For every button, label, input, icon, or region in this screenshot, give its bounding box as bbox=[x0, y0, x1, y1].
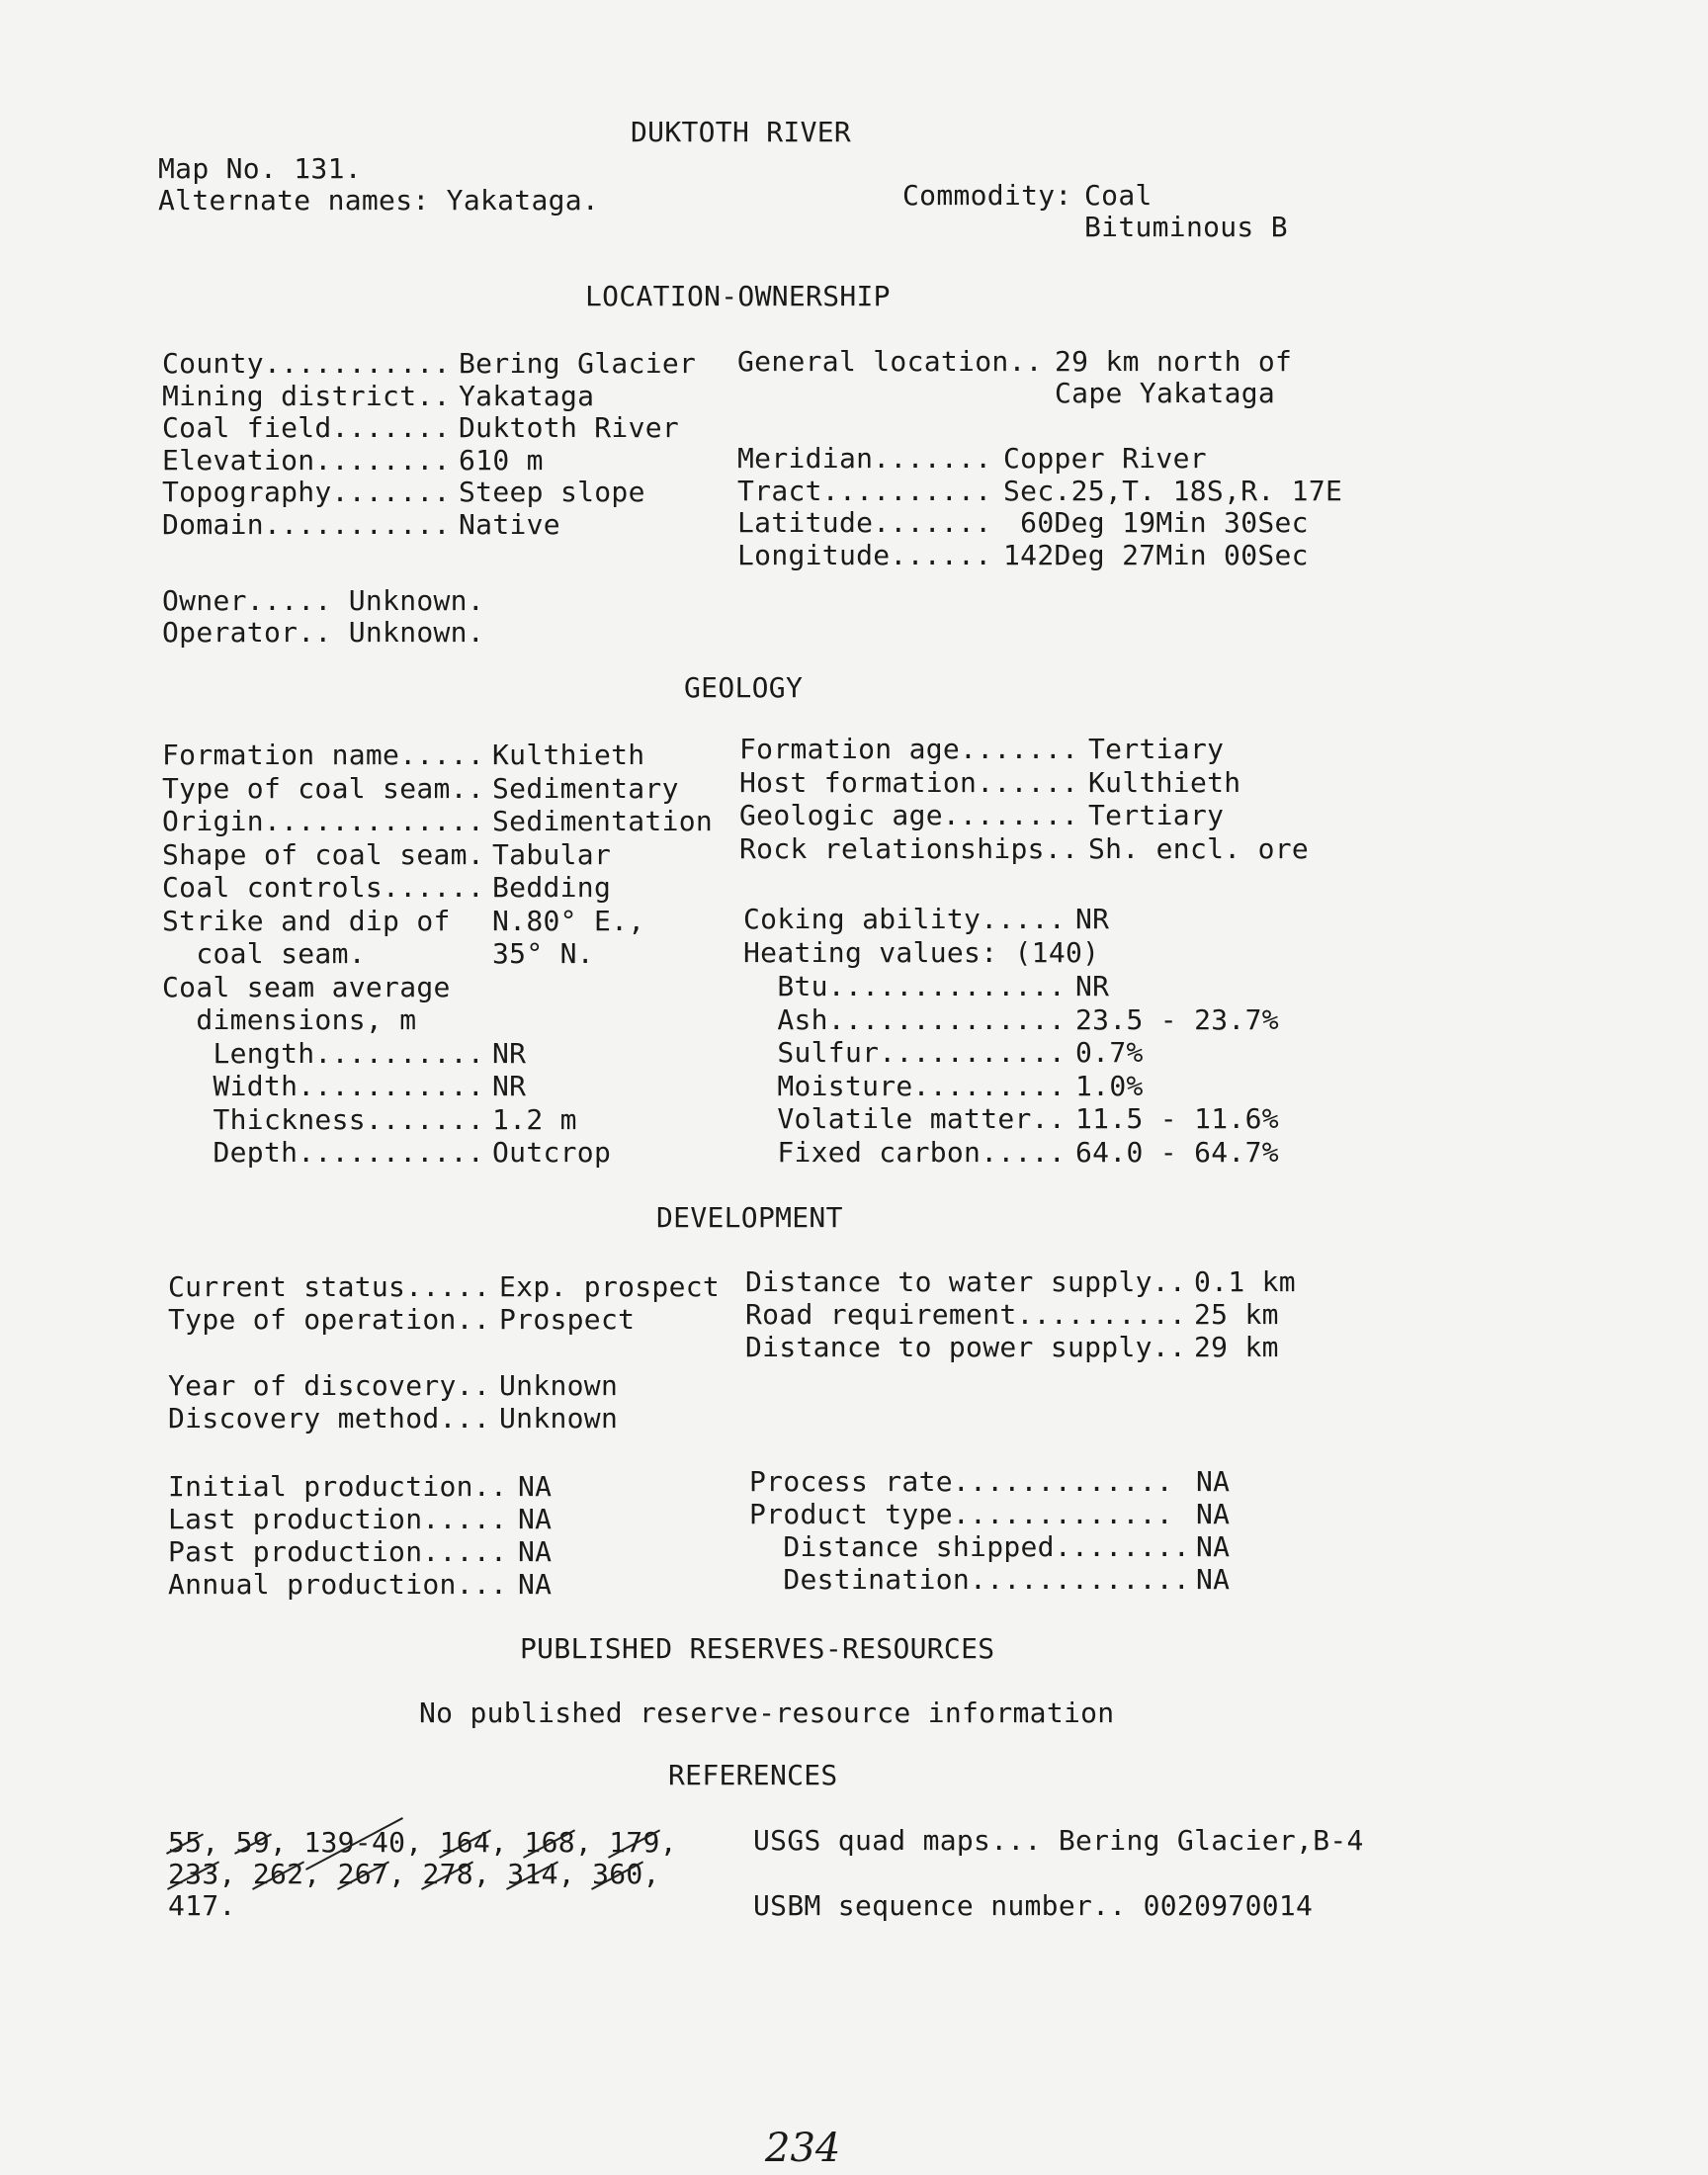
geology-field-value: Sedimentary bbox=[492, 771, 679, 805]
coking-ability-label: Coking ability..... bbox=[743, 903, 1066, 935]
heating-value-value: 23.5 - 23.7% bbox=[1075, 1002, 1279, 1036]
location-field-value: 142Deg 27Min 00Sec bbox=[1003, 538, 1309, 571]
reference-separator: , bbox=[557, 1858, 593, 1890]
geology-field-value: NR bbox=[492, 1036, 527, 1070]
geology-field-label: Coal seam average bbox=[162, 970, 451, 1003]
process-field-value: NA bbox=[1196, 1465, 1231, 1498]
discovery-field-label: Year of discovery.. bbox=[168, 1369, 490, 1402]
location-field-label: Mining district.. bbox=[162, 379, 451, 412]
section-heading-reserves: PUBLISHED RESERVES-RESOURCES bbox=[520, 1632, 995, 1665]
location-field-value: Copper River bbox=[1003, 442, 1207, 475]
struck-reference-number: 360 bbox=[592, 1858, 643, 1890]
struck-reference-number: 164 bbox=[439, 1826, 491, 1859]
coking-ability-value: NR bbox=[1075, 903, 1110, 935]
geology-field-value: N.80° E., bbox=[492, 904, 645, 937]
process-field-label: Distance shipped........ bbox=[749, 1530, 1191, 1563]
section-heading-development: DEVELOPMENT bbox=[656, 1201, 843, 1234]
general-location-value-2: Cape Yakataga bbox=[1055, 377, 1276, 409]
usgs-quad-maps: USGS quad maps... Bering Glacier,B-4 bbox=[753, 1824, 1364, 1857]
supply-field-label: Road requirement.......... bbox=[745, 1298, 1187, 1331]
alternate-names: Alternate names: Yakataga. bbox=[158, 184, 600, 217]
location-field-value: Sec.25,T. 18S,R. 17E bbox=[1003, 474, 1343, 507]
geology-field-label: Width........... bbox=[162, 1070, 484, 1102]
location-field-label: Latitude....... bbox=[737, 506, 992, 539]
commodity-label: Commodity: bbox=[902, 179, 1072, 212]
production-field-label: Past production..... bbox=[168, 1535, 508, 1568]
section-heading-location: LOCATION-OWNERSHIP bbox=[585, 280, 891, 312]
location-field-value: Bering Glacier bbox=[459, 347, 697, 380]
geology-field-value: Tertiary bbox=[1088, 799, 1225, 831]
heating-value-value: 11.5 - 11.6% bbox=[1075, 1102, 1279, 1135]
geology-field-label: coal seam. bbox=[162, 937, 484, 970]
struck-reference-number: 233 bbox=[168, 1858, 219, 1890]
geology-field-value: Sh. encl. ore bbox=[1088, 831, 1310, 865]
geology-field-label: Shape of coal seam. bbox=[162, 837, 484, 871]
struck-reference-number: 139-40 bbox=[303, 1826, 406, 1859]
status-field-label: Current status..... bbox=[168, 1270, 490, 1303]
heating-value-value: NR bbox=[1075, 970, 1110, 1002]
heating-value-value: 1.0% bbox=[1075, 1069, 1144, 1102]
page-title: DUKTOTH RIVER bbox=[631, 116, 852, 148]
production-field-label: Initial production.. bbox=[168, 1470, 508, 1503]
discovery-field-label: Discovery method... bbox=[168, 1402, 490, 1435]
struck-reference-number: 55 bbox=[168, 1826, 203, 1859]
reference-separator: , bbox=[303, 1858, 338, 1890]
geology-field-label: Rock relationships.. bbox=[739, 831, 1079, 865]
reference-separator: , bbox=[472, 1858, 508, 1890]
reference-separator: , bbox=[659, 1826, 677, 1859]
heating-value-label: Fixed carbon..... bbox=[743, 1135, 1066, 1169]
geology-field-label: Origin............. bbox=[162, 805, 484, 837]
struck-reference-number: 168 bbox=[524, 1826, 575, 1859]
struck-reference-number: 314 bbox=[507, 1858, 558, 1890]
supply-field-value: 25 km bbox=[1194, 1298, 1279, 1331]
geology-field-value: Outcrop bbox=[492, 1136, 612, 1169]
location-field-label: Domain........... bbox=[162, 507, 451, 541]
struck-reference-number: 278 bbox=[422, 1858, 473, 1890]
heating-value-label: Moisture......... bbox=[743, 1069, 1066, 1102]
location-field-value: Native bbox=[459, 507, 560, 541]
owner: Owner..... Unknown. bbox=[162, 584, 484, 617]
reference-list-line-2 bbox=[168, 1859, 660, 1890]
reference-separator: , bbox=[388, 1858, 423, 1890]
location-field-value: 610 m bbox=[459, 443, 544, 477]
discovery-field-value: Unknown bbox=[499, 1402, 619, 1435]
geology-field-label: Geologic age........ bbox=[739, 799, 1079, 831]
production-field-label: Annual production... bbox=[168, 1568, 508, 1601]
reference-separator: , bbox=[269, 1826, 304, 1859]
section-heading-geology: GEOLOGY bbox=[684, 671, 804, 704]
location-field-label: Meridian....... bbox=[737, 442, 992, 475]
struck-reference-number: 262 bbox=[252, 1858, 304, 1890]
location-field-value: 60Deg 19Min 30Sec bbox=[1003, 506, 1309, 539]
process-field-label: Destination............. bbox=[749, 1563, 1191, 1596]
geology-field-label: Formation age....... bbox=[739, 733, 1079, 765]
geology-field-value: NR bbox=[492, 1070, 527, 1102]
struck-reference-number: 59 bbox=[235, 1826, 270, 1859]
supply-field-value: 0.1 km bbox=[1194, 1265, 1296, 1298]
general-location-label: General location.. bbox=[737, 345, 1043, 378]
geology-field-label: Coal controls...... bbox=[162, 871, 484, 904]
process-field-value: NA bbox=[1196, 1498, 1231, 1530]
geology-field-label: Length.......... bbox=[162, 1036, 484, 1070]
status-field-value: Exp. prospect bbox=[499, 1270, 721, 1303]
geology-field-value: Tertiary bbox=[1088, 733, 1225, 765]
geology-field-label: Thickness....... bbox=[162, 1102, 484, 1136]
supply-field-label: Distance to water supply.. bbox=[745, 1265, 1187, 1298]
production-field-value: NA bbox=[518, 1535, 553, 1568]
heating-value-label: Volatile matter.. bbox=[743, 1102, 1066, 1135]
reference-separator: , bbox=[405, 1826, 440, 1859]
status-field-value: Prospect bbox=[499, 1303, 636, 1336]
location-field-label: County........... bbox=[162, 347, 451, 380]
operator: Operator.. Unknown. bbox=[162, 616, 484, 649]
reference-separator: , bbox=[642, 1858, 660, 1890]
commodity-value-2: Bituminous B bbox=[1084, 211, 1288, 243]
geology-field-value: Sedimentation bbox=[492, 805, 714, 837]
struck-reference-number: 267 bbox=[337, 1858, 389, 1890]
heating-value-label: Btu.............. bbox=[743, 970, 1066, 1002]
reference-separator: , bbox=[218, 1858, 253, 1890]
general-location-value: 29 km north of bbox=[1055, 345, 1293, 378]
supply-field-label: Distance to power supply.. bbox=[745, 1331, 1187, 1363]
discovery-field-value: Unknown bbox=[499, 1369, 619, 1402]
location-field-label: Topography....... bbox=[162, 476, 451, 508]
heating-values-label: Heating values: (140) bbox=[743, 936, 1100, 969]
location-field-label: Elevation........ bbox=[162, 443, 451, 477]
location-field-label: Tract.......... bbox=[737, 474, 992, 507]
geology-field-value: 1.2 m bbox=[492, 1102, 577, 1136]
geology-field-value: Kulthieth bbox=[492, 739, 645, 771]
geology-field-value: Bedding bbox=[492, 871, 612, 904]
production-field-label: Last production..... bbox=[168, 1503, 508, 1535]
process-field-label: Product type............. bbox=[749, 1498, 1173, 1530]
heating-value-value: 64.0 - 64.7% bbox=[1075, 1135, 1279, 1169]
map-number: Map No. 131. bbox=[158, 152, 362, 185]
location-field-value: Steep slope bbox=[459, 476, 645, 508]
section-heading-references: REFERENCES bbox=[668, 1759, 838, 1791]
status-field-label: Type of operation.. bbox=[168, 1303, 490, 1336]
process-field-value: NA bbox=[1196, 1530, 1231, 1563]
geology-field-label: Formation name..... bbox=[162, 739, 484, 771]
reference-separator: , bbox=[490, 1826, 525, 1859]
production-field-value: NA bbox=[518, 1470, 553, 1503]
reference-separator: , bbox=[574, 1826, 610, 1859]
geology-field-label: Strike and dip of bbox=[162, 904, 484, 937]
usbm-sequence-number: USBM sequence number.. 0020970014 bbox=[753, 1889, 1314, 1922]
reserves-text: No published reserve-resource information bbox=[419, 1696, 1115, 1729]
commodity-value-1: Coal bbox=[1084, 179, 1153, 212]
geology-field-label: dimensions, m bbox=[162, 1003, 417, 1036]
reference-separator: , bbox=[202, 1826, 236, 1859]
geology-field-value: Kulthieth bbox=[1088, 765, 1241, 799]
geology-field-label: Depth........... bbox=[162, 1136, 484, 1169]
geology-field-label: Type of coal seam.. bbox=[162, 771, 484, 805]
heating-value-value: 0.7% bbox=[1075, 1036, 1144, 1069]
location-field-label: Coal field....... bbox=[162, 411, 451, 444]
production-field-value: NA bbox=[518, 1568, 553, 1601]
heating-value-label: Sulfur........... bbox=[743, 1036, 1066, 1069]
geology-field-value: 35° N. bbox=[492, 937, 594, 970]
reference-list-line-3: 417. bbox=[168, 1889, 236, 1922]
struck-reference-number: 179 bbox=[609, 1826, 660, 1859]
page-number: 234 bbox=[765, 2126, 841, 2171]
process-field-value: NA bbox=[1196, 1563, 1231, 1596]
location-field-value: Yakataga bbox=[459, 379, 595, 412]
location-field-label: Longitude...... bbox=[737, 538, 992, 571]
location-field-value: Duktoth River bbox=[459, 411, 680, 444]
process-field-label: Process rate............. bbox=[749, 1465, 1173, 1498]
reference-list-line-1 bbox=[168, 1827, 677, 1859]
production-field-value: NA bbox=[518, 1503, 553, 1535]
geology-field-label: Host formation...... bbox=[739, 765, 1079, 799]
heating-value-label: Ash.............. bbox=[743, 1002, 1066, 1036]
geology-field-value: Tabular bbox=[492, 837, 612, 871]
supply-field-value: 29 km bbox=[1194, 1331, 1279, 1363]
